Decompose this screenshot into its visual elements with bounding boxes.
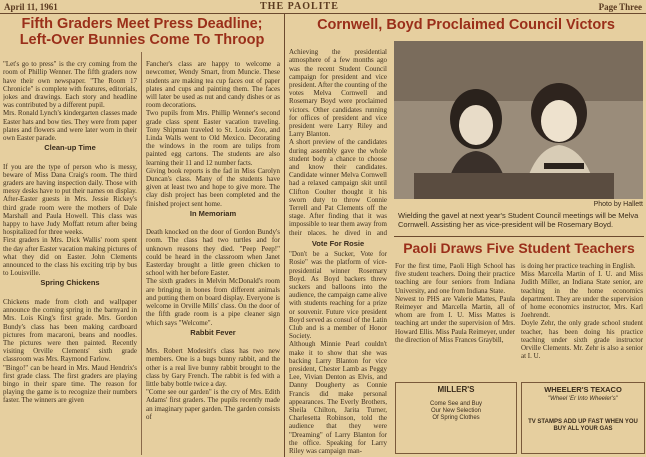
column-1-text-c: Chickens made from cloth and wallpaper announce the coming spring in the barnyard in Mrs. Lois King's first grade. Mrs. Gordon Bundy's class has been making cardboard pictures from macaroni, beans and noodles. The pictures were then painted. Recently visiting Orville Clements' sixth grade classroom was Mrs. Raymond Farlow. "Bingo!" can be heard in Mrs. Maud Hendrix's first grade class. The first graders are playing bingo in their spare time. The reason for playing the game is to recognize their numbers faster. The winners are given bbox=[3, 297, 137, 405]
council-text-b: "Don't be a Sucker, Vote for Rosie" was the platform of vice-presidential winner Rosemary Boyd. As Boyd backers threw suckers and balloons into the audience, the campaign came alive with students reaching for a prize or souvenir. Future vice president Boyd served as consul of the Latin Club and is a member of Honor Society. bbox=[289, 250, 387, 341]
column-2-text-b: Death knocked on the door of Gordon Bundy's room. The class had two turtles and for unknown reasons they died. "Peep Peep!" could be heard in the classroom when Janet Easterday brought a little green chicken to school with her before Easter. The sixth graders in Melvin McDonald's room are bringing in bones from different animals and putting them on board display. Everyone is welcome in Orville Mills' class. On the door of the fifth grade room is a pipe cleaner sign which says "Welcome". bbox=[146, 228, 280, 327]
column-2-text-a: Fancher's class are happy to welcome a newcomer, Wendy Smart, from Muncie. These students are making tea cup faces out of paper plates and cups and painting them. The faces will later be used as nut and candy dishes or as room decorations. Two pupils from Mrs. Phillip Wenner's second grade class spent Easter vacation traveling. Tony Shipman traveled to St. Louis Zoo, and Linda Walls went to Old Mexico. Decorating the windows in the room are tulips from painted egg cartons. The students are also learning their 11 and 12 number facts. Giving book reports is the fad in Miss Carolyn Duncan's class. Many of the students have given at least two and hope to give more. The clay dish project has been completed and the finished project sent home. bbox=[146, 60, 280, 208]
issue-date: April 11, 1961 bbox=[4, 2, 58, 12]
column-divider bbox=[141, 52, 142, 455]
photo-credit: Photo by Hallett bbox=[593, 201, 643, 208]
subhead-rabbit-fever: Rabbit Fever bbox=[190, 327, 236, 337]
teachers-column-2: is doing her practice teaching in English. Miss Marcella Martin of I. U. and Miss Judith Miller, an Indiana State senior, are teaching in the home economics department. They are under the supervision of home economics instructor, Mrs. Karl Joehrendt. Doyle Zehr, the only grade school student teacher, has been doing his practice teaching under sixth grade instructor Orville Clements. Mr. Zehr is also a senior at I. U. bbox=[521, 262, 643, 361]
teachers-headline: Paoli Draws Five Student Teachers bbox=[403, 240, 635, 256]
wheelers-slogan: "Wheel 'Er Into Wheeler's" bbox=[548, 396, 618, 402]
millers-ad bbox=[395, 382, 517, 454]
subhead-clean-up: Clean-up Time bbox=[44, 143, 96, 153]
council-text-c: Although Minnie Pearl couldn't make it to show that she was backing Larry Blanton for vice president, Chester Lamb as Peggy Lee, Vivian Denton as Elvis, and Danny Dougherty as Connie Francis did make personal appearances. The Everly Brothers, Sheila Chilton, Jarita Turner, Charlesetta Robinson, told the audience that they were "Dreaming" of Larry Blanton for the office. Speaking for Larry Riley was campaign man- bbox=[289, 340, 387, 455]
wheelers-ad bbox=[521, 382, 645, 454]
fifth-graders-column-1 bbox=[3, 52, 137, 455]
headline-line-2: Left-Over Bunnies Come To Throop bbox=[19, 32, 265, 48]
council-photo bbox=[394, 41, 643, 199]
teachers-column-1: For the first time, Paoli High School has five student teachers. Doing their practice teaching are four seniors from Indiana University, and one from Indiana State. Newest to PHS are Valerie Mattes, Paula Reimeyer and Marcella Martin, all of whom are from I. U. Miss Mattes is teaching art under the supervision of Mrs. Howard Ellis. Miss Paula Reimeyer, under the direction of Miss Frances Graybill, bbox=[395, 262, 515, 344]
millers-line-3: Of Spring Clothes bbox=[432, 415, 480, 421]
paper-name: THE PAOLITE bbox=[260, 1, 339, 12]
column-2-text-c: Mrs. Robert Modesitt's class has two new members. One is a bugs bunny rabbit, and the other is a real live bunny rabbit brought to the class by Gary French. The rabbit is fed with a little baby bottle twice a day. "Come see our garden" is the cry of Mrs. Edith Adams' first graders. The pupils recently made an imaginary paper garden. The garden consists of bbox=[146, 347, 280, 421]
subhead-in-memoriam: In Memoriam bbox=[189, 208, 237, 218]
council-text-a: Achieving the presidential atmosphere of a few months ago was the recent Student Council campaign for president and vice president. After the counting of the votes Melva Cornwell and Rosemary Boyd were proclaimed victors. Other candidates running for offices of president and vice president were Larry Riley and Larry Blanton. A short preview of the candidates during assembly gave the whole student body a chance to choose and know their candidates. Candidate winner Melva Cornwell had a relaxed campaign skit until Clifton Coulter thought it his sworn duty to throw Connie Terrell and Pat Clements off the stage. After finding that it was impossible to tear them away from their places, he dived in and bbox=[289, 48, 387, 235]
photo-figures bbox=[394, 41, 643, 199]
fifth-graders-column-2 bbox=[146, 52, 280, 455]
photo-caption: Wielding the gavel at next year's Student Council meetings will be Melva Cornwell. Assisting her as vice-president will be Rosemary Boyd. bbox=[398, 211, 639, 229]
headline-line-1: Fifth Graders Meet Press Deadline; bbox=[21, 16, 263, 32]
fifth-graders-headline bbox=[2, 16, 282, 48]
wheelers-name: WHEELER'S TEXACO bbox=[544, 385, 622, 394]
wheelers-stamps: TV STAMPS ADD UP FAST WHEN YOU BUY ALL YOUR GAS bbox=[528, 419, 638, 432]
subhead-vote-for-rosie: Vote For Rosie bbox=[311, 239, 365, 248]
millers-line-2: Our New Selection bbox=[430, 408, 482, 414]
section-divider bbox=[284, 14, 285, 457]
millers-line-1: Come See and Buy bbox=[429, 401, 483, 407]
masthead-rule bbox=[0, 13, 646, 14]
council-headline: Cornwell, Boyd Proclaimed Council Victors bbox=[317, 17, 615, 33]
millers-name: MILLER'S bbox=[437, 385, 475, 394]
teachers-top-rule bbox=[394, 236, 644, 237]
page-number: Page Three bbox=[598, 2, 642, 12]
council-column-1 bbox=[289, 40, 387, 235]
subhead-spring-chickens: Spring Chickens bbox=[40, 278, 100, 288]
column-1-text-a: "Let's go to press" is the cry coming from the room of Phillip Wenner. The fifth graders now have their own newspaper. "The Room 17 Chronicle" is complete with features, editorials, jokes and drawings. Each story and headline was contributed by a different pupil. Mrs. Ronald Lynch's kindergarten classes made Easter hats and bow ties. They were from paper plates and flowers and were later worn in their own Easter parade. bbox=[3, 60, 137, 143]
column-1-text-b: If you are the type of person who is messy, beware of Miss Dana Craig's room. The third graders are having inspection daily. Those with messy desks have to put their names on display. After-Easter guests in Mrs. Jessie Rickey's third grade room were the mothers of Dale Marshall and Paula Howell. This class was happy to have Judy Moffatt return after being hospitalized for three weeks. First graders in Mrs. Dick Wallis' room spent the day after Easter vacation making pictures of what they did on Easter. John Clements announced to the class his exciting trip by bus to Louisville. bbox=[3, 162, 137, 278]
council-column-2 bbox=[289, 238, 387, 455]
